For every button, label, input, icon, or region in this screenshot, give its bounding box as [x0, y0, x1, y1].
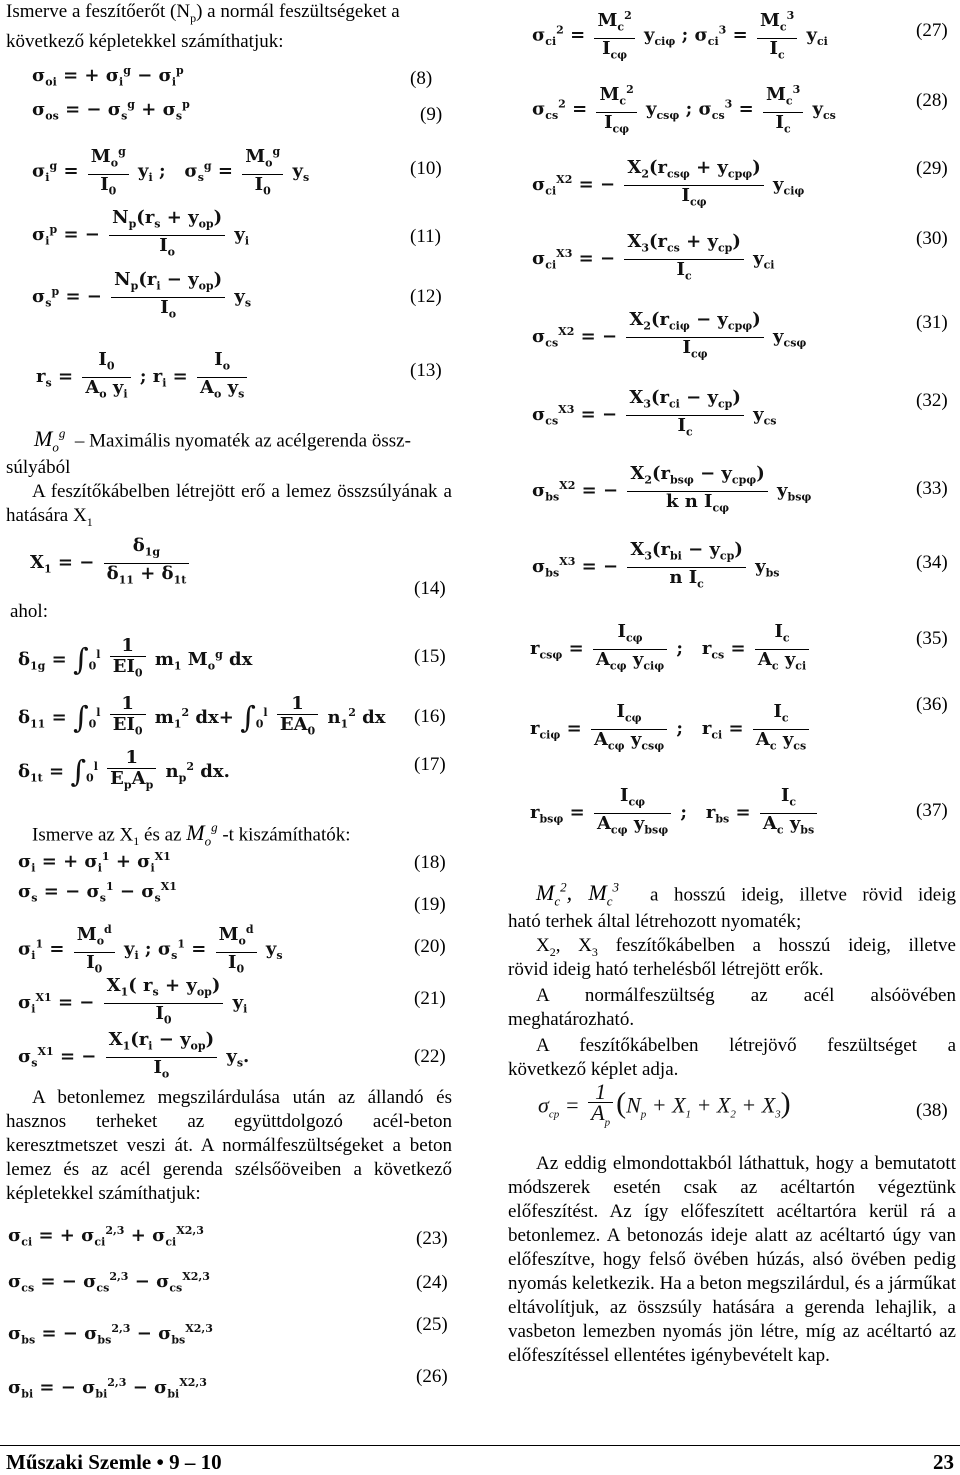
equation-29: $\sigma_{ci}^{X2}$ = − $\frac{X_2(r_{cs\varphi} + y_{cp\varphi})}{I_{c\varphi}}$ $y_{ci\varphi}$	[532, 157, 805, 209]
equation-33: $\sigma_{bs}^{X2}$ = − $\frac{X_2(r_{bs\varphi} - y_{cp\varphi})}{k n I_{c\varphi}}$ $y_{bs\varphi}$	[532, 463, 812, 515]
equation-31: $\sigma_{cs}^{X2}$ = − $\frac{X_2(r_{ci\varphi} - y_{cp\varphi})}{I_{c\varphi}}$ $y_{cs\varphi}$	[532, 309, 807, 361]
x1-definition: A feszítőkábelben létrejött erő a lemez összsúlyának a hatására $X_1$	[6, 481, 452, 529]
normal-line: A normálfeszültség az acél alsóövében	[536, 985, 956, 1006]
equation-36: $r_{ci\varphi}$ = $\frac{I_{c\varphi}}{A_{c\varphi} y_{cs\varphi}}$ ; $r_{ci}$ = $\frac{I_c}{A_c y_{cs}}$	[530, 702, 812, 756]
eq-number: (11)	[410, 226, 441, 247]
ismerve-line: Ismerve az $X_1$ és az $M_o^g$ -t kiszámíthatók:	[32, 820, 351, 849]
equation-14: $X_1$ = − $\frac{\delta_{1g}}{\delta_{11} + \delta_{1t}}$	[30, 536, 192, 590]
equation-30: $\sigma_{ci}^{X3}$ = − $\frac{X_3(r_{cs} + y_{cp})}{I_c}$ $y_{ci}$	[532, 231, 775, 283]
equation-27: $\sigma_{ci}^2$ = $\frac{M_c^2}{I_{c\varphi}}$ $y_{ci\varphi}$ ; $\sigma_{ci}^3$ = $\frac{M_c^3}{I_c}$ $y_{ci}$	[532, 6, 828, 65]
equation-35: $r_{cs\varphi}$ = $\frac{I_{c\varphi}}{A_{c\varphi} y_{ci\varphi}}$ ; $r_{cs}$ = $\frac{I_c}{A_c y_{ci}}$	[530, 622, 812, 676]
eq-number: (25)	[416, 1314, 448, 1335]
eq-number: (14)	[414, 578, 446, 599]
equation-10: $\sigma_i^g$ = $\frac{M_o^g}{I_0}$ $y_i$ ; $\sigma_s^g$ = $\frac{M_o^g}{I_0}$ $y_s$	[32, 142, 309, 201]
eq-number: (24)	[416, 1272, 448, 1293]
equation-26: $\sigma_{bi}$ = − $\sigma_{bi}^{2,3} - \sigma_{bi}^{X2,3}$	[8, 1376, 207, 1401]
eq-number: (21)	[414, 988, 446, 1009]
page-number: 23	[933, 1450, 954, 1474]
eq-number: (16)	[414, 706, 446, 727]
eq-number: (27)	[916, 20, 948, 41]
eq-number: (32)	[916, 390, 948, 411]
final-paragraph: Az eddig elmondottakból láthattuk, hogy a bemutatott módszerek esetén csak az acéltartón végeztünk előfeszítést. Az így előfeszített acéltartóra kerül rá a betonlemez. A betonozás ideje alatt az acéltartó úgy van előfeszítve, hogy felső övében húzás, alsó övében pedig nyomás keletkezik. Ha a beton megszilárdul, és a járműkat eltávolítjuk, az összsúly hatására a gerenda lehajlik, a vasbeton lemezben nyomás jön létre, míg az acéltartó az előfeszítéssel ellentétes igénybevételt kap.	[508, 1153, 956, 1366]
equation-18: $\sigma_i$ = + $\sigma_i^1 + \sigma_i^{X1}$	[18, 850, 171, 875]
fesz-line-cont: következő képlet adja.	[508, 1059, 679, 1080]
equation-37: $r_{bs\varphi}$ = $\frac{I_{c\varphi}}{A_{c\varphi} y_{bs\varphi}}$ ; $r_{bs}$ = $\frac{I_c}{A_c y_{bs}}$	[530, 786, 820, 840]
eq-number: (37)	[916, 800, 948, 821]
journal-name: Műszaki Szemle • 9 – 10	[6, 1450, 222, 1474]
equation-32: $\sigma_{cs}^{X3}$ = − $\frac{X_3(r_{ci} - y_{cp})}{I_c}$ $y_{cs}$	[532, 387, 777, 439]
equation-13: $r_s$ = $\frac{I_0}{A_o y_i}$ ; $r_i$ = $\frac{I_o}{A_o y_s}$	[36, 350, 250, 404]
x-description: $X_2$, $X_3$ feszítőkábelben a hosszú ideig, illetve	[536, 935, 956, 959]
eq-number: (30)	[916, 228, 948, 249]
mo-definition: $M_o^g$ – Maximális nyomaték az acélgerenda össz-	[34, 426, 411, 455]
m-description: $M_c^2$, $M_c^3$ a hosszú ideig, illetve rövid ideig	[536, 880, 957, 909]
eq-number: (33)	[916, 478, 948, 499]
eq-number: (35)	[916, 628, 948, 649]
eq-number: (15)	[414, 646, 446, 667]
eq-number: (20)	[414, 936, 446, 957]
equation-21: $\sigma_i^{X1}$ = − $\frac{X_1( r_s + y_{op})}{I_0}$ $y_i$	[18, 975, 248, 1027]
eq-number: (13)	[410, 360, 442, 381]
eq-number: (19)	[414, 894, 446, 915]
x-description-cont: rövid ideig ható terhelésből létrejött erők.	[508, 959, 824, 980]
eq-number: (18)	[414, 852, 446, 873]
eq-number: (38)	[916, 1100, 948, 1121]
equation-9: $\sigma_{os}$ = − $\sigma_s^g + \sigma_s^p$	[32, 98, 190, 123]
equation-16: $\delta_{11} = \int_0^l$ $\frac{1}{EI_0}$ $m_1^2$ $dx+ \int_0^l$ $\frac{1}{EA_0}$ $n_1^2$ dx	[18, 693, 386, 738]
eq-number: (31)	[916, 312, 948, 333]
equation-34: $\sigma_{bs}^{X3}$ = − $\frac{X_3(r_{bi} - y_{cp})}{n I_c}$ $y_{bs}$	[532, 539, 780, 591]
eq-number: (9)	[420, 104, 443, 125]
eq-number: (8)	[410, 68, 433, 89]
equation-20: $\sigma_i^1$ = $\frac{M_o^d}{I_0}$ $y_i$ ; $\sigma_s^1$ = $\frac{M_o^d}{I_0}$ $y_s$	[18, 920, 283, 979]
m-description-cont: ható terhek által létrehozott nyomaték;	[508, 911, 802, 932]
eq-number: (36)	[916, 694, 948, 715]
eq-number: (12)	[410, 286, 442, 307]
equation-19: $\sigma_s$ = − $\sigma_s^1 - \sigma_s^{X1}$	[18, 880, 177, 905]
ahol-label: ahol:	[10, 601, 48, 622]
equation-22: $\sigma_s^{X1}$ = − $\frac{X_1(r_i - y_{op})}{I_o}$ $y_s$.	[18, 1029, 250, 1081]
equation-28: $\sigma_{cs}^2$ = $\frac{M_c^2}{I_{c\varphi}}$ $y_{cs\varphi}$ ; $\sigma_{cs}^3$ = $\frac{M_c^3}{I_c}$ $y_{cs}$	[532, 80, 836, 139]
equation-23: $\sigma_{ci}$ = + $\sigma_{ci}^{2,3} + \sigma_{ci}^{X2,3}$	[8, 1224, 204, 1249]
mo-definition-cont: súlyából	[6, 457, 71, 478]
fesz-line: A feszítőkábelben létrejövő feszültséget a	[536, 1035, 956, 1056]
eq-number: (17)	[414, 754, 446, 775]
equation-38: $\sigma_{cp}$ = $\frac{1}{A_p}$ $(N_p + X_1 + X_2 + X_3)$	[538, 1079, 791, 1129]
beton-paragraph: A betonlemez megszilárdulása után az állandó és hasznos terheket az együttdolgozó acél-beton keresztmetszet veszi át. A normálfeszültségeket a beton lemez és az acél gerenda szélsőöveiben a következő képletekkel számíthatjuk:	[6, 1087, 452, 1204]
eq-number: (22)	[414, 1046, 446, 1067]
equation-11: $\sigma_i^p$ = − $\frac{N_p(r_s + y_{op})}{I_o}$ $y_i$	[32, 207, 250, 259]
intro-paragraph: Ismerve a feszítőerőt $(N_p)$ a normál feszültségeket a következő képletekkel számíthatjuk:	[6, 1, 400, 52]
equation-25: $\sigma_{bs}$ = − $\sigma_{bs}^{2,3} - \sigma_{bs}^{X2,3}$	[8, 1322, 213, 1347]
eq-number: (26)	[416, 1366, 448, 1387]
equation-12: $\sigma_s^p$ = − $\frac{N_p(r_i - y_{op})}{I_o}$ $y_s$	[32, 269, 252, 321]
eq-number: (28)	[916, 90, 948, 111]
eq-number: (10)	[410, 158, 442, 179]
eq-number: (23)	[416, 1228, 448, 1249]
eq-number: (29)	[916, 158, 948, 179]
equation-24: $\sigma_{cs}$ = − $\sigma_{cs}^{2,3} - \sigma_{cs}^{X2,3}$	[8, 1270, 210, 1295]
eq-number: (34)	[916, 552, 948, 573]
equation-8: $\sigma_{oi}$ = + $\sigma_i^g - \sigma_i^p$	[32, 64, 184, 89]
equation-15: $\delta_{1g} = \int_0^l$ $\frac{1}{EI_0}$ $m_1$ $M_o^g$ dx	[18, 635, 253, 680]
equation-17: $\delta_{1t} = \int_0^l$ $\frac{1}{E_pA_p}$ $n_p^2$ dx.	[18, 747, 230, 792]
footer-divider	[0, 1445, 960, 1446]
normal-line-cont: meghatározható.	[508, 1009, 635, 1030]
